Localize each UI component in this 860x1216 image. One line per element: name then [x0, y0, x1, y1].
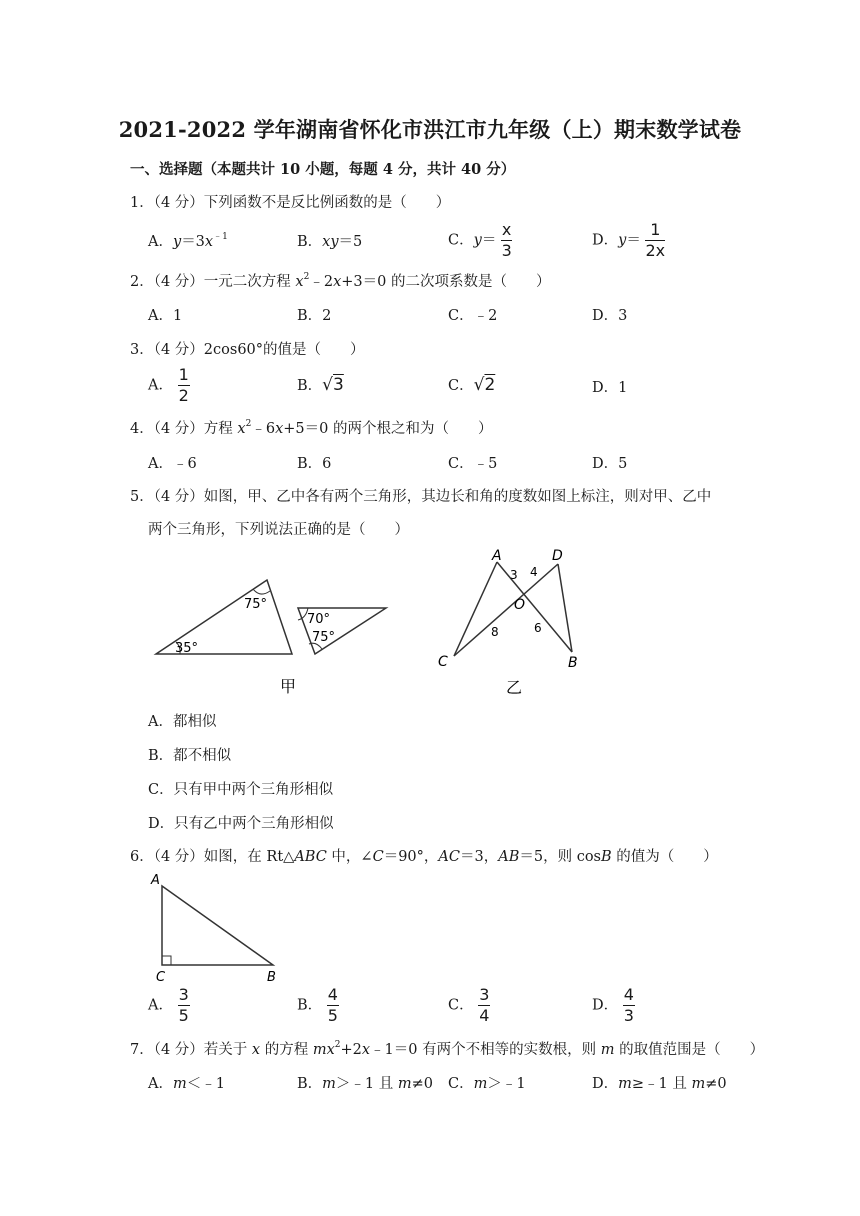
point-label: O [514, 597, 526, 613]
angle-arc [253, 589, 270, 594]
question-1-option-d: D．y＝ $\frac{1}{2x}$ [592, 220, 666, 260]
question-2-stem: 2．（4 分）一元二次方程 $x^2﹣2x+3=0$ 的二次项系数是（ ） [130, 272, 551, 290]
page-title: 2021-2022 学年湖南省怀化市洪江市九年级（上）期末数学试卷 [118, 117, 742, 142]
question-7-stem: 7．（4 分）若关于 x 的方程 $mx^2+2x﹣1=0$ 有两个不相等的实数根，则 m 的取值范围是（ ） [130, 1040, 765, 1058]
segment [454, 562, 497, 656]
figure-caption: 乙 [506, 678, 523, 697]
question-4-option-b: B．6 [297, 456, 332, 472]
question-4-stem: 4．（4 分）方程 $x^2﹣6x+5=0$ 的两个根之和为（ ） [130, 419, 493, 437]
point-label: C [156, 970, 166, 985]
question-2-option-b: B．2 [297, 308, 332, 324]
length-label: 6 [534, 621, 542, 635]
angle-label: 35° [175, 641, 199, 656]
question-1-option-c: C．y＝ $\frac{x}{3}$ [448, 220, 512, 260]
question-2-option-d: D．3 [592, 308, 628, 324]
point-label: A [151, 873, 160, 888]
fraction: $\frac{4}{5}$ [327, 985, 338, 1025]
point-label: A [492, 548, 502, 564]
fraction: $\frac{4}{3}$ [623, 985, 634, 1025]
question-3-option-a: A． $\frac{1}{2}$ [148, 365, 189, 405]
question-4-option-a: A．﹣6 [148, 456, 197, 472]
question-5-stem-line1: 5．（4 分）如图，甲、乙中各有两个三角形，其边长和角的度数如图上标注，则对甲、乙中 [130, 489, 712, 505]
question-5-option-d: D．只有乙中两个三角形相似 [148, 816, 334, 832]
question-7-option-c: C．m＞﹣1 [448, 1076, 526, 1092]
triangle-abc [162, 886, 273, 965]
question-5-option-b: B．都不相似 [148, 748, 232, 764]
fraction: $\frac{1}{2x}$ [645, 220, 666, 260]
figure-jia [150, 572, 395, 698]
question-3-option-d: D．1 [592, 380, 628, 396]
length-label: 4 [530, 565, 538, 579]
angle-label: 75° [244, 597, 268, 612]
point-label: B [267, 970, 276, 985]
figure-right-triangle [145, 870, 285, 986]
question-6-option-d: D． $\frac{4}{3}$ [592, 985, 634, 1025]
question-2-option-c: C．﹣2 [448, 308, 498, 324]
fraction: $\frac{x}{3}$ [501, 220, 512, 260]
fraction: $\frac{3}{5}$ [178, 985, 189, 1025]
length-label: 8 [491, 625, 499, 639]
question-3-option-b: B．√3 [297, 375, 344, 395]
question-7-option-d: D．m≥﹣1 且 m≠0 [592, 1076, 727, 1092]
question-4-option-d: D．5 [592, 456, 628, 472]
question-5-option-c: C．只有甲中两个三角形相似 [148, 782, 334, 798]
point-label: B [568, 655, 578, 671]
question-6-option-b: B． $\frac{4}{5}$ [297, 985, 338, 1025]
question-1-option-b: B．xy＝5 [297, 234, 363, 250]
question-5-stem-line2: 两个三角形，下列说法正确的是（ ） [148, 522, 409, 538]
right-angle-mark [162, 956, 171, 965]
question-7-option-a: A．m＜﹣1 [148, 1076, 225, 1092]
angle-label: 75° [312, 630, 336, 645]
point-label: C [438, 654, 448, 670]
angle-label: 70° [307, 612, 331, 627]
question-6-stem: 6．（4 分）如图，在 Rt△ABC 中，∠C＝90°，AC＝3，AB＝5，则 cosB 的值为（ ） [130, 849, 718, 865]
question-4-option-c: C．﹣5 [448, 456, 498, 472]
point-label: D [552, 548, 563, 564]
question-6-option-c: C． $\frac{3}{4}$ [448, 985, 490, 1025]
figure-caption: 甲 [280, 677, 297, 696]
sqrt-symbol: √2 [473, 375, 496, 395]
question-1-option-a: A．$y=3x^{﹣1}$ [148, 232, 228, 250]
question-5-option-a: A．都相似 [148, 714, 217, 730]
question-1-stem: 1．（4 分）下列函数不是反比例函数的是（ ） [130, 195, 451, 211]
question-2-option-a: A．1 [148, 308, 183, 324]
question-3-option-c: C．√2 [448, 375, 496, 395]
length-label: 3 [510, 568, 518, 582]
question-7-option-b: B．m＞﹣1 且 m≠0 [297, 1076, 433, 1092]
sqrt-symbol: √3 [322, 375, 344, 395]
fraction: $\frac{1}{2}$ [178, 365, 189, 405]
question-6-option-a: A． $\frac{3}{5}$ [148, 985, 189, 1025]
section-heading: 一、选择题（本题共计 10 小题，每题 4 分，共计 40 分） [130, 161, 516, 178]
segment [454, 564, 558, 656]
fraction: $\frac{3}{4}$ [479, 985, 490, 1025]
figure-yi [432, 546, 592, 698]
question-3-stem: 3．（4 分）2cos60°的值是（ ） [130, 342, 365, 358]
